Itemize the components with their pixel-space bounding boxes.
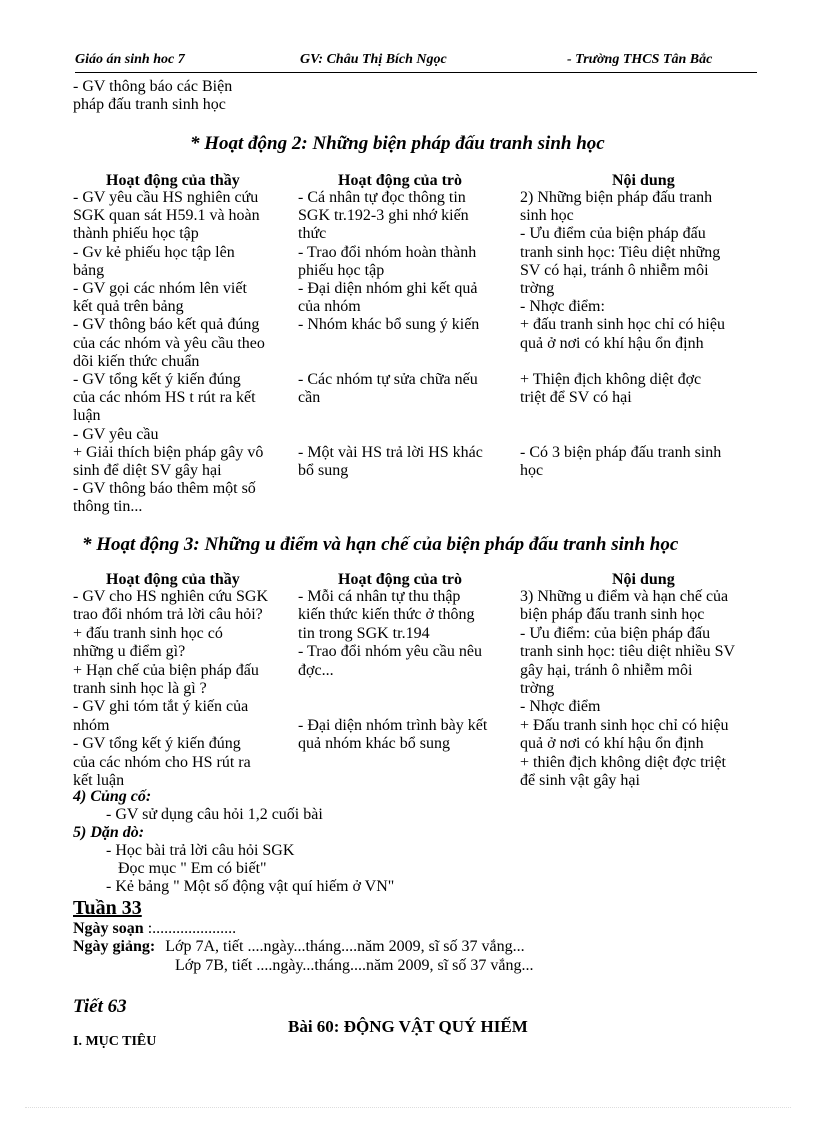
section3-teacher-cell: + đấu tranh sinh học có [73, 624, 223, 642]
cungco-title: 4) Củng cố: [73, 788, 152, 805]
week-title: Tuần 33 [73, 897, 142, 919]
section3-teacher-cell: kết luận [73, 772, 125, 789]
section3-teacher-cell: những u điểm gì? [73, 643, 186, 661]
section2-teacher-cell: dõi kiến thức chuẩn [73, 352, 200, 370]
section3-content-cell: gây hại, tránh ô nhiễm môi [520, 661, 693, 679]
section3-teacher-cell: tranh sinh học là gì ? [73, 680, 207, 697]
section2-content-cell: + đấu tranh sinh học chỉ có hiệu [520, 316, 725, 334]
lesson-title: Bài 60: ĐỘNG VẬT QUÝ HIẾM [288, 1017, 528, 1036]
section3-content-cell: để sinh vật gây hại [520, 772, 640, 789]
dando-line: - Học bài trả lời câu hỏi SGK [106, 842, 295, 859]
section2-student-cell: - Trao đổi nhóm hoàn thành [298, 243, 477, 261]
section3-teacher-cell: nhóm [73, 716, 110, 734]
section2-student-cell: của nhóm [298, 298, 361, 316]
section2-header-teacher: Hoạt động của thầy [106, 172, 240, 189]
section2-teacher-cell: - GV thông báo thêm một số [73, 480, 256, 498]
section3-content-cell: 3) Những u điểm và hạn chế của [520, 588, 729, 605]
section2-student-cell: bổ sung [298, 462, 349, 479]
section3-content-cell: tranh sinh học: tiêu diệt nhiều SV [520, 643, 736, 661]
section2-content-cell: SV có hại, tránh ô nhiễm môi [520, 261, 709, 279]
section2-teacher-cell: + Giải thích biện pháp gây vô [73, 443, 264, 461]
section2-teacher-cell: - Gv kẻ phiếu học tập lên [73, 243, 235, 261]
section2-teacher-cell: - GV tổng kết ý kiến đúng [73, 371, 241, 388]
section3-student-cell: - Mỗi cá nhân tự thu thập [298, 588, 461, 605]
intro-line: - GV thông báo các Biện [73, 78, 233, 95]
section2-content-cell: - Có 3 biện pháp đấu tranh sinh [520, 443, 722, 461]
section2-student-cell: phiếu học tập [298, 261, 385, 279]
section2-content-cell: học [520, 462, 544, 479]
dando-line: Đọc mục " Em có biết" [118, 860, 267, 877]
section3-student-cell: quả nhóm khác bổ sung [298, 735, 450, 753]
section2-content-cell: 2) Những biện pháp đấu tranh [520, 189, 713, 206]
section2-teacher-cell: sinh để diệt SV gây hại [73, 462, 222, 479]
section2-teacher-cell: bảng [73, 261, 105, 279]
section3-student-cell: - Trao đổi nhóm yêu cầu nêu [298, 643, 482, 661]
section2-teacher-cell: - GV yêu cầu [73, 425, 159, 443]
section2-student-cell: - Cá nhân tự đọc thông tin [298, 189, 466, 206]
section2-student-cell: - Nhóm khác bổ sung ý kiến [298, 316, 480, 334]
section2-teacher-cell: - GV yêu cầu HS nghiên cứu [73, 189, 259, 206]
objectives-heading: I. MỤC TIÊU [73, 1034, 157, 1049]
section3-student-cell: kiến thức kiến thức ở thông [298, 606, 475, 624]
section3-header-teacher: Hoạt động của thầy [106, 571, 240, 588]
section3-student-cell: tin trong SGK tr.194 [298, 624, 430, 642]
section3-teacher-cell: - GV ghi tóm tắt ý kiến của [73, 698, 249, 716]
section3-header-content: Nội dung [612, 571, 675, 588]
section3-title: * Hoạt động 3: Những u điểm và hạn chế của biện pháp đấu tranh sinh học [82, 534, 679, 555]
section2-teacher-cell: SGK quan sát H59.1 và hoàn [73, 207, 260, 225]
section3-student-cell: đợc... [298, 661, 334, 679]
section2-content-cell: - Nhợc điểm: [520, 298, 605, 316]
section2-teacher-cell: luận [73, 407, 101, 425]
ngay-giang-line2: Lớp 7B, tiết ....ngày...tháng....năm 2009, sĩ số 37 vắng... [175, 957, 534, 974]
ngay-soan [73, 920, 236, 938]
section3-teacher-cell: - GV tổng kết ý kiến đúng [73, 735, 241, 753]
header-school: - Trường THCS Tân Bắc [567, 52, 713, 67]
intro-line: pháp đấu tranh sinh học [73, 96, 226, 113]
dando-line: - Kẻ bảng " Một số động vật quí hiếm ở VN" [106, 878, 395, 895]
section3-content-cell: + thiên địch không diệt đợc triệt [520, 753, 726, 771]
cungco-line: - GV sử dụng câu hỏi 1,2 cuối bài [106, 806, 323, 823]
section3-content-cell: quả ở nơi có khí hậu ổn định [520, 735, 704, 753]
section3-student-cell: - Đại diện nhóm trình bày kết [298, 716, 488, 734]
section2-content-cell: tranh sinh học: Tiêu diệt những [520, 243, 721, 261]
page-header [75, 50, 757, 73]
section2-header-student: Hoạt động của trò [338, 172, 462, 189]
section2-content-cell: triệt để SV có hại [520, 389, 632, 407]
section3-teacher-cell: - GV cho HS nghiên cứu SGK [73, 588, 269, 605]
dando-title: 5) Dặn dò: [73, 824, 145, 841]
section2-teacher-cell: kết quả trên bảng [73, 298, 184, 316]
section3-content-cell: - Nhợc điểm [520, 698, 601, 716]
section2-student-cell: - Các nhóm tự sửa chữa nếu [298, 371, 478, 388]
section2-student-cell: - Đại diện nhóm ghi kết quả [298, 280, 478, 297]
section2-student-cell: - Một vài HS trả lời HS khác [298, 443, 483, 461]
section3-teacher-cell: trao đổi nhóm trả lời câu hỏi? [73, 606, 263, 624]
section3-content-cell: - Ưu điểm: của biện pháp đấu [520, 624, 711, 642]
section3-teacher-cell: + Hạn chế của biện pháp đấu [73, 661, 259, 679]
ngay-giang-line1: Lớp 7A, tiết ....ngày...tháng....năm 2009, sĩ số 37 vắng... [165, 938, 525, 955]
section3-teacher-cell: của các nhóm cho HS rút ra [73, 753, 251, 771]
footer-divider [25, 1107, 791, 1108]
section2-title: * Hoạt động 2: Những biện pháp đấu tranh sinh học [190, 133, 605, 154]
section2-teacher-cell: của các nhóm và yêu cầu theo [73, 334, 265, 352]
ngay-giang-label: Ngày giảng: [73, 938, 156, 955]
section2-header-content: Nội dung [612, 172, 675, 189]
section3-content-cell: trờng [520, 680, 555, 697]
ngay-giang [73, 938, 525, 956]
lesson-number: Tiết 63 [73, 996, 127, 1017]
section3-content-cell: biện pháp đấu tranh sinh học [520, 606, 705, 624]
section2-content-cell: + Thiện địch không diệt đợc [520, 371, 702, 388]
ngay-soan-value: :..................... [147, 920, 237, 937]
section2-content-cell: trờng [520, 280, 555, 297]
section3-header-student: Hoạt động của trò [338, 571, 462, 588]
header-subject: Giáo án sinh hoc 7 [75, 52, 185, 67]
section2-teacher-cell: - GV gọi các nhóm lên viết [73, 280, 247, 297]
section2-teacher-cell: của các nhóm HS t rút ra kết [73, 389, 256, 407]
header-teacher: GV: Châu Thị Bích Ngọc [300, 52, 447, 67]
section2-student-cell: cần [298, 389, 321, 407]
section2-content-cell: quả ở nơi có khí hậu ổn định [520, 334, 704, 352]
section3-content-cell: + Đấu tranh sinh học chỉ có hiệu [520, 716, 729, 734]
section2-teacher-cell: - GV thông báo kết quả đúng [73, 316, 260, 334]
section2-student-cell: SGK tr.192-3 ghi nhớ kiến [298, 207, 469, 225]
section2-content-cell: - Ưu điểm của biện pháp đấu [520, 225, 706, 243]
section2-teacher-cell: thành phiếu học tập [73, 225, 199, 243]
section2-student-cell: thức [298, 225, 327, 243]
ngay-soan-label: Ngày soạn [73, 920, 144, 937]
section2-content-cell: sinh học [520, 207, 574, 225]
section2-teacher-cell: thông tin... [73, 498, 143, 516]
